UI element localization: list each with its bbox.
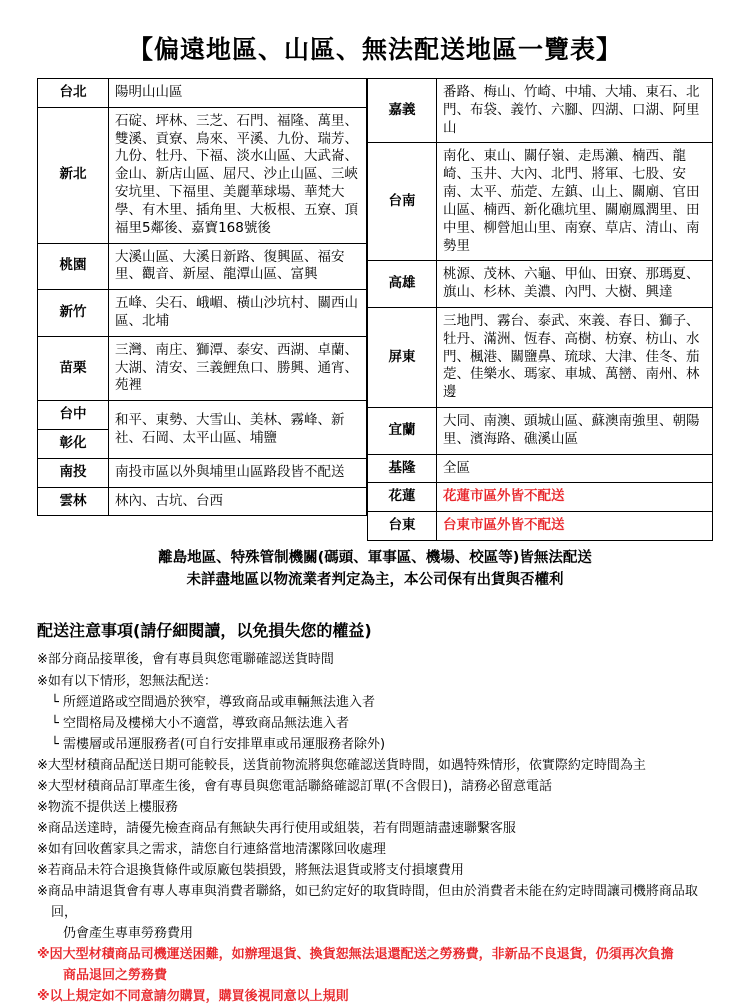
region-detail: 番路、梅山、竹崎、中埔、大埔、東石、北門、布袋、義竹、六腳、四湖、口湖、阿里山 <box>437 79 713 143</box>
section-spacer <box>0 592 750 618</box>
region-label: 雲林 <box>38 487 109 516</box>
region-label: 屏東 <box>368 307 437 407</box>
table-row <box>38 290 367 337</box>
notice-line: ※大型材積商品訂單產生後，會有專員與您電話聯絡確認訂單(不含假日)，請務必留意電話 <box>37 778 553 794</box>
notice-line: ※如有回收舊家具之需求，請您自行連絡當地清潔隊回收處理 <box>37 841 386 857</box>
region-label: 新北 <box>38 107 109 243</box>
region-detail: 五峰、尖石、峨嵋、橫山沙坑村、關西山區、北埔 <box>109 290 367 337</box>
region-detail: 花蓮市區外皆不配送 <box>437 483 713 512</box>
region-label: 宜蘭 <box>368 408 437 455</box>
region-detail: 三灣、南庄、獅潭、泰安、西湖、卓蘭、大湖、清安、三義鯉魚口、勝興、通宵、苑裡 <box>109 336 367 400</box>
table-footer-line-2: 未詳盡地區以物流業者判定為主，本公司保有出貨與否權利 <box>186 571 564 588</box>
region-detail: 林內、古坑、台西 <box>109 487 367 516</box>
region-label: 花蓮 <box>368 483 437 512</box>
region-label: 新竹 <box>38 290 109 337</box>
region-label: 高雄 <box>368 261 437 308</box>
region-detail: 南化、東山、關仔嶺、走馬瀨、楠西、龍崎、玉井、大內、北門、將軍、七股、安南、太平、茄萣、左鎮、山上、關廟、官田山區、楠西、新化礁坑里、關廟鳳潤里、田中里、柳營旭山里、南寮、草店、清山、南勢里 <box>437 143 713 261</box>
region-detail: 陽明山山區 <box>109 79 367 108</box>
table-row <box>38 401 367 430</box>
region-label: 台東 <box>368 512 437 541</box>
region-detail: 大同、南澳、頭城山區、蘇澳南強里、朝陽里、濱海路、礁溪山區 <box>437 408 713 455</box>
notice-line: ※商品申請退貨會有專人專車與消費者聯絡，如已約定好的取貨時間，但由於消費者未能在約定時間讓司機將商品取回， <box>37 883 698 921</box>
notice-line: ※因大型材積商品司機運送困難，如辦理退貨、換貨恕無法退還配送之勞務費，非新品不良退貨，仍須再次負擔 <box>37 947 674 963</box>
shipping-notice-heading: 配送注意事項(請仔細閱讀，以免損失您的權益) <box>37 620 372 640</box>
region-detail: 和平、東勢、大雪山、美林、霧峰、新社、石岡、太平山區、埔鹽 <box>109 401 367 459</box>
region-label: 基隆 <box>368 454 437 483</box>
notice-line: └ 需樓層或吊運服務者(可自行安排單車或吊運服務者除外) <box>51 736 386 752</box>
table-row <box>38 107 367 243</box>
table-row <box>368 307 713 407</box>
table-row <box>38 487 367 516</box>
table-row <box>38 79 367 108</box>
region-detail: 台東市區外皆不配送 <box>437 512 713 541</box>
notice-line: ※以上規定如不同意請勿購買，購買後視同意以上規則 <box>37 989 349 1005</box>
region-detail: 大溪山區、大溪日新路、復興區、福安里、觀音、新屋、龍潭山區、富興 <box>109 243 367 290</box>
region-detail: 全區 <box>437 454 713 483</box>
table-footer-line-1: 離島地區、特殊管制機關(碼頭、軍事區、機場、校區等)皆無法配送 <box>158 550 592 567</box>
table-row <box>368 408 713 455</box>
notice-line: └ 空間格局及樓梯大小不適當，導致商品無法進入者 <box>51 715 349 731</box>
notice-line: ※物流不提供送上樓服務 <box>37 799 178 815</box>
notice-line: ※大型材積商品配送日期可能較長，送貨前物流將與您確認送貨時間，如遇特殊情形，依實際約定時間為主 <box>37 757 646 773</box>
region-label: 台中 <box>38 401 109 430</box>
region-label: 嘉義 <box>368 79 437 143</box>
shipping-notice-section <box>37 618 713 1007</box>
region-label: 南投 <box>38 458 109 487</box>
region-label: 彰化 <box>38 430 109 459</box>
table-row <box>38 243 367 290</box>
region-detail: 南投市區以外與埔里山區路段皆不配送 <box>109 458 367 487</box>
restricted-area-table-right <box>367 78 713 541</box>
page-title-wrap <box>0 0 750 78</box>
table-row <box>368 79 713 143</box>
notice-line: ※若商品未符合退換貨條件或原廠包裝損毀，將無法退貨或將支付損壞費用 <box>37 862 464 878</box>
table-row <box>38 336 367 400</box>
region-label: 苗栗 <box>38 336 109 400</box>
region-detail: 石碇、坪林、三芝、石門、福隆、萬里、雙溪、貢寮、鳥來、平溪、九份、瑞芳、九份、牡丹、下福、淡水山區、大武崙、金山、新店山區、屈尺、沙止山區、三峽安坑里、下福里、美麗華球場、華梵大學、有木里、插角里、大板根、五寮、頂福里5鄰後、嘉寶168號後 <box>109 107 367 243</box>
region-label: 桃園 <box>38 243 109 290</box>
table-row <box>368 261 713 308</box>
region-detail: 三地門、霧台、泰武、來義、春日、獅子、牡丹、滿洲、恆春、高樹、枋寮、枋山、水門、楓港、關鹽鼻、琉球、大津、佳冬、茄萣、佳樂水、瑪家、車城、萬巒、南州、林邊 <box>437 307 713 407</box>
table-row <box>368 483 713 512</box>
restricted-area-table-block <box>37 78 713 541</box>
page-title: 【偏遠地區、山區、無法配送地區一覽表】 <box>127 35 622 64</box>
region-label: 台南 <box>368 143 437 261</box>
region-detail: 桃源、茂林、六龜、甲仙、田寮、那瑪夏、旗山、杉林、美濃、內門、大樹、興達 <box>437 261 713 308</box>
notice-line: └ 所經道路或空間過於狹窄，導致商品或車輛無法進入者 <box>51 694 375 710</box>
notice-line: 仍會產生專車勞務費用 <box>63 926 194 942</box>
table-row <box>368 512 713 541</box>
notice-line: ※商品送達時，請優先檢查商品有無缺失再行使用或組裝，若有問題請盡速聯繫客服 <box>37 820 516 836</box>
table-row <box>38 458 367 487</box>
region-label: 台北 <box>38 79 109 108</box>
notice-line: 商品退回之勞務費 <box>63 968 168 984</box>
notice-line: ※如有以下情形，恕無法配送： <box>37 673 217 689</box>
table-row <box>368 143 713 261</box>
table-footer-notes <box>37 548 713 592</box>
table-row <box>368 454 713 483</box>
notice-line: ※部分商品接單後，會有專員與您電聯確認送貨時間 <box>37 652 334 668</box>
restricted-area-table-left <box>37 78 367 516</box>
